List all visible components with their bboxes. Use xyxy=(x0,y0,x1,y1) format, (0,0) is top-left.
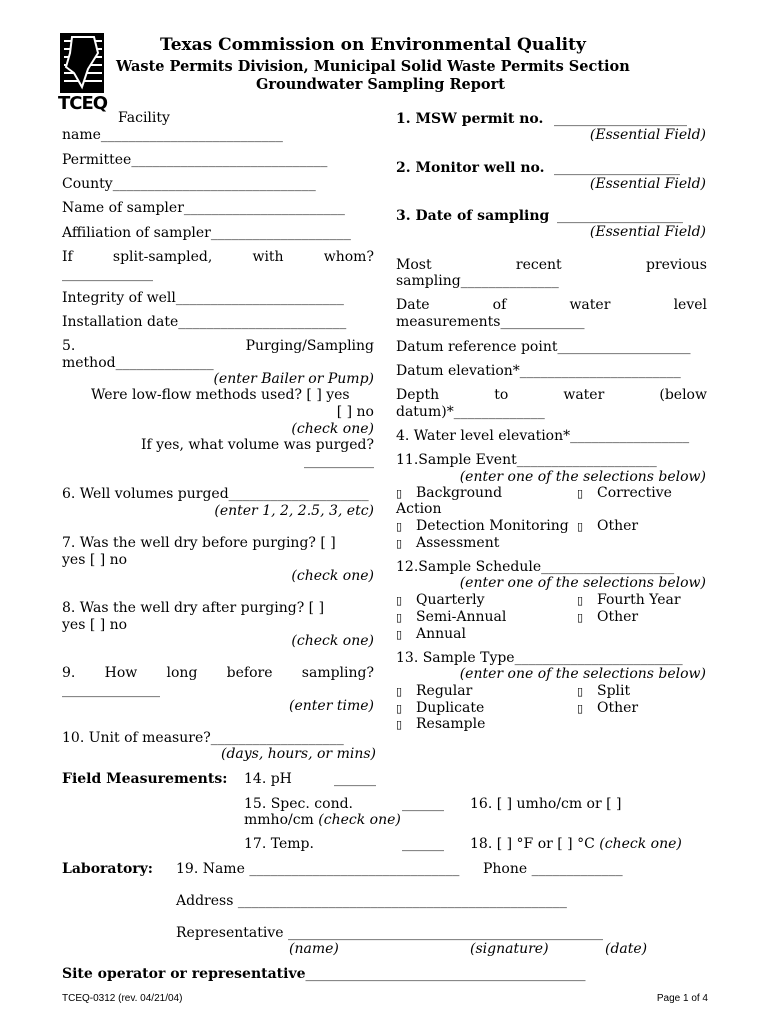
purging-method-field[interactable]: method______________ xyxy=(62,355,214,371)
type-option-split[interactable]: ▯ Split xyxy=(577,683,631,699)
temp-field[interactable]: ______ xyxy=(402,836,444,852)
lab-representative-field[interactable]: Representative _____________________________________________ xyxy=(176,925,603,941)
spec-cond-label: 15. Spec. cond. xyxy=(244,796,353,812)
report-title: Groundwater Sampling Report xyxy=(256,76,505,93)
low-flow-hint: (check one) xyxy=(291,421,374,437)
type-option-duplicate[interactable]: ▯ Duplicate xyxy=(396,700,485,716)
logo-text: TCEQ xyxy=(58,93,108,114)
checkbox-icon[interactable]: ▯ xyxy=(396,628,403,641)
event-option-corrective-cont: Action xyxy=(396,501,442,517)
permittee-field[interactable]: Permittee____________________________ xyxy=(62,152,328,168)
unit-of-measure-hint: (days, hours, or mins) xyxy=(221,746,376,762)
type-option-resample[interactable]: ▯ Resample xyxy=(396,716,486,732)
checkbox-icon[interactable]: ▯ xyxy=(577,702,584,715)
rep-name-hint: (name) xyxy=(289,941,339,957)
dry-before-question[interactable]: 7. Was the well dry before purging? [ ] xyxy=(62,535,336,551)
monitor-well-field[interactable]: __________________ xyxy=(554,160,680,176)
well-volumes-hint: (enter 1, 2, 2.5, 3, etc) xyxy=(214,503,374,519)
sample-type-hint: (enter one of the selections below) xyxy=(459,666,706,682)
temp-label: 17. Temp. xyxy=(244,836,314,852)
schedule-option-annual[interactable]: ▯ Annual xyxy=(396,626,466,642)
temp-unit-options[interactable]: 18. [ ] °F or [ ] °C (check one) xyxy=(470,836,682,852)
monitor-well-essential: (Essential Field) xyxy=(589,176,706,192)
datum-elevation-field[interactable]: Datum elevation*_______________________ xyxy=(396,363,681,379)
water-level-date-label: Date of water level xyxy=(396,297,707,313)
tceq-logo xyxy=(58,33,108,115)
checkbox-icon[interactable]: ▯ xyxy=(396,537,403,550)
schedule-option-quarterly[interactable]: ▯ Quarterly xyxy=(396,592,485,608)
split-sampled-field[interactable]: _____________ xyxy=(62,266,153,282)
water-level-date-field[interactable]: measurements____________ xyxy=(396,314,585,330)
dry-before-options[interactable]: yes [ ] no xyxy=(62,552,128,568)
checkbox-icon[interactable]: ▯ xyxy=(577,611,584,624)
low-flow-no-option[interactable]: [ ] no xyxy=(336,404,374,420)
ph-label: 14. pH xyxy=(244,771,292,787)
rep-signature-hint: (signature) xyxy=(470,941,549,957)
datum-reference-field[interactable]: Datum reference point___________________ xyxy=(396,339,691,355)
dry-after-question[interactable]: 8. Was the well dry after purging? [ ] xyxy=(62,600,325,616)
well-volumes-field[interactable]: 6. Well volumes purged____________________ xyxy=(62,486,369,502)
installation-date-field[interactable]: Installation date________________________ xyxy=(62,314,347,330)
page-number: Page 1 of 4 xyxy=(656,993,708,1004)
sampling-date-label: 3. Date of sampling xyxy=(396,208,550,224)
low-flow-question[interactable]: Were low-flow methods used? [ ] yes xyxy=(91,387,350,403)
schedule-option-fourth-year[interactable]: ▯ Fourth Year xyxy=(577,592,681,608)
time-before-sampling-field[interactable]: ______________ xyxy=(62,682,160,698)
msw-permit-field[interactable]: ___________________ xyxy=(554,111,687,127)
schedule-option-semi-annual[interactable]: ▯ Semi-Annual xyxy=(396,609,507,625)
purging-method-hint: (enter Bailer or Pump) xyxy=(213,371,374,387)
event-option-assessment[interactable]: ▯ Assessment xyxy=(396,535,500,551)
sample-type-field[interactable]: 13. Sample Type________________________ xyxy=(396,650,683,666)
checkbox-icon[interactable]: ▯ xyxy=(396,594,403,607)
spec-cond-field[interactable]: ______ xyxy=(402,796,444,812)
split-sampled-question: If split-sampled, with whom? xyxy=(62,249,374,265)
facility-name-field[interactable]: name__________________________ xyxy=(62,127,283,143)
county-field[interactable]: County_____________________________ xyxy=(62,176,316,192)
dry-after-options[interactable]: yes [ ] no xyxy=(62,617,128,633)
sampler-name-field[interactable]: Name of sampler_______________________ xyxy=(62,200,345,216)
purging-method-question: 5. Purging/Sampling xyxy=(62,338,374,354)
checkbox-icon[interactable]: ▯ xyxy=(396,487,403,500)
schedule-option-other[interactable]: ▯ Other xyxy=(577,609,639,625)
checkbox-icon[interactable]: ▯ xyxy=(396,702,403,715)
checkbox-icon[interactable]: ▯ xyxy=(577,594,584,607)
depth-to-water-field[interactable]: datum)*_____________ xyxy=(396,404,545,420)
volume-purged-field[interactable]: __________ xyxy=(304,453,374,469)
sampler-affiliation-field[interactable]: Affiliation of sampler____________________ xyxy=(62,225,351,241)
event-option-corrective[interactable]: ▯ Corrective xyxy=(577,485,672,501)
event-option-background[interactable]: ▯ Background xyxy=(396,485,503,501)
checkbox-icon[interactable]: ▯ xyxy=(396,611,403,624)
checkbox-icon[interactable]: ▯ xyxy=(396,520,403,533)
type-option-regular[interactable]: ▯ Regular xyxy=(396,683,473,699)
form-id: TCEQ-0312 (rev. 04/21/04) xyxy=(62,993,183,1004)
lab-address-field[interactable]: Address _______________________________________________ xyxy=(176,893,567,909)
lab-phone-field[interactable]: Phone _____________ xyxy=(483,861,623,877)
monitor-well-label: 2. Monitor well no. xyxy=(396,160,545,176)
depth-to-water-label: Depth to water (below xyxy=(396,387,707,403)
checkbox-icon[interactable]: ▯ xyxy=(396,718,403,731)
sampling-date-essential: (Essential Field) xyxy=(589,224,706,240)
event-option-detection[interactable]: ▯ Detection Monitoring xyxy=(396,518,569,534)
checkbox-icon[interactable]: ▯ xyxy=(577,487,584,500)
well-integrity-field[interactable]: Integrity of well________________________ xyxy=(62,290,344,306)
volume-purged-question: If yes, what volume was purged? xyxy=(140,437,374,453)
sample-schedule-hint: (enter one of the selections below) xyxy=(459,575,706,591)
site-operator-field[interactable]: Site operator or representative________________________________________ xyxy=(62,966,586,982)
laboratory-label: Laboratory: xyxy=(62,861,153,877)
ph-field[interactable]: ______ xyxy=(334,771,376,787)
field-measurements-label: Field Measurements: xyxy=(62,771,228,787)
spec-cond-unit-continued: mmho/cm (check one) xyxy=(244,812,401,828)
sample-event-field[interactable]: 11.Sample Event____________________ xyxy=(396,452,657,468)
dry-before-hint: (check one) xyxy=(291,568,374,584)
event-option-other[interactable]: ▯ Other xyxy=(577,518,639,534)
water-level-elevation-field[interactable]: 4. Water level elevation*_________________ xyxy=(396,428,690,444)
checkbox-icon[interactable]: ▯ xyxy=(396,685,403,698)
agency-title: Texas Commission on Environmental Quality xyxy=(160,35,586,55)
rep-date-hint: (date) xyxy=(605,941,648,957)
division-title: Waste Permits Division, Municipal Solid Waste Permits Section xyxy=(116,58,630,75)
dry-after-hint: (check one) xyxy=(291,633,374,649)
lab-name-field[interactable]: 19. Name ______________________________ xyxy=(176,861,460,877)
sampling-date-field[interactable]: __________________ xyxy=(557,208,683,224)
msw-permit-essential: (Essential Field) xyxy=(589,127,706,143)
sample-schedule-field[interactable]: 12.Sample Schedule___________________ xyxy=(396,559,675,575)
type-option-other[interactable]: ▯ Other xyxy=(577,700,639,716)
time-before-sampling-hint: (enter time) xyxy=(289,698,374,714)
spec-cond-unit-options[interactable]: 16. [ ] umho/cm or [ ] xyxy=(470,796,622,812)
unit-of-measure-field[interactable]: 10. Unit of measure?___________________ xyxy=(62,730,344,746)
time-before-sampling-question: 9. How long before sampling? xyxy=(62,665,374,681)
facility-label: Facility xyxy=(118,110,170,126)
recent-sampling-field[interactable]: sampling______________ xyxy=(396,273,559,289)
recent-sampling-label: Most recent previous xyxy=(396,257,707,273)
checkbox-icon[interactable]: ▯ xyxy=(577,520,584,533)
msw-permit-label: 1. MSW permit no. xyxy=(396,111,544,127)
sample-event-hint: (enter one of the selections below) xyxy=(459,469,706,485)
checkbox-icon[interactable]: ▯ xyxy=(577,685,584,698)
